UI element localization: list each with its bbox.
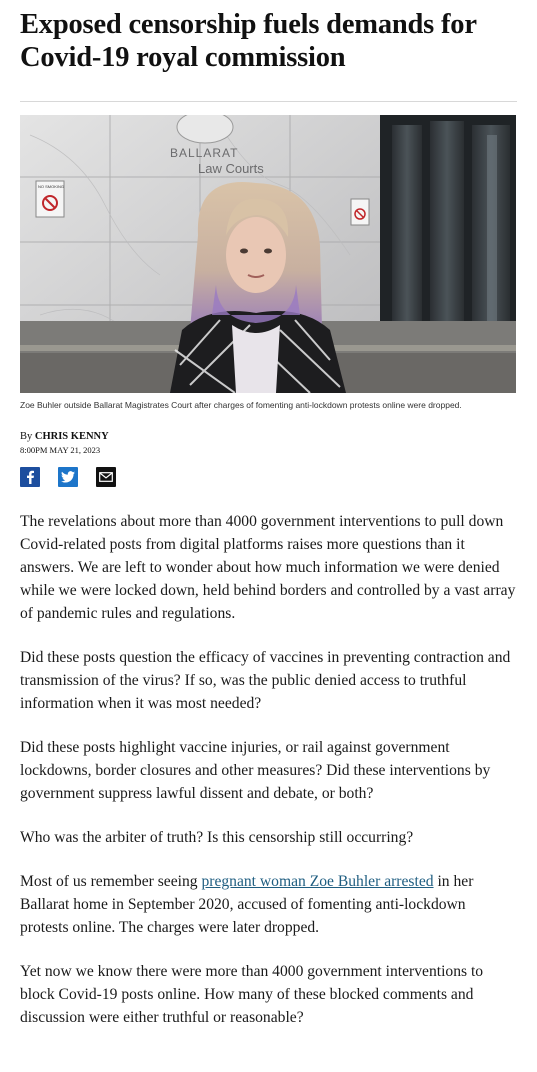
sign-line1: BALLARAT <box>170 146 239 160</box>
facebook-icon <box>24 470 36 484</box>
image-caption: Zoe Buhler outside Ballarat Magistrates Court after charges of fomenting anti-lockdown protests online were dropped. <box>20 400 462 410</box>
share-facebook-button[interactable] <box>20 467 40 487</box>
hero-image[interactable] <box>20 115 516 393</box>
publish-date: 8:00PM MAY 21, 2023 <box>20 445 101 455</box>
author-link[interactable]: CHRIS KENNY <box>34 431 109 442</box>
headline: Exposed censorship fuels demands for Covid-19 royal commission <box>20 9 477 73</box>
no-smoking-sign <box>351 199 369 225</box>
paragraph-text: Most of us remember seeing <box>20 873 202 890</box>
divider <box>20 101 517 102</box>
twitter-icon <box>61 471 75 483</box>
share-email-button[interactable] <box>96 467 116 487</box>
byline-prefix: By <box>20 431 33 442</box>
paragraph: Yet now we know there were more than 4000 government interventions to block Covid-19 posts online. How many of these blocked comments and discussion were either truthful or reasonable? <box>20 963 484 1026</box>
share-twitter-button[interactable] <box>58 467 78 487</box>
inline-article-link[interactable]: pregnant woman Zoe Buhler arrested <box>201 873 434 890</box>
paragraph: The revelations about more than 4000 government interventions to pull down Covid-related posts from digital platforms raises more questions than it answers. We are left to wonder about how much information we were denied while we were locked down, held behind borders and controlled by a vast array of pandemic rules and regulations. <box>20 513 516 622</box>
email-icon <box>99 472 113 482</box>
paragraph: Did these posts highlight vaccine injuries, or rail against government lockdowns, border closures and other measures? Did these interventions by government suppress lawful dissent and debate, or both? <box>20 739 491 802</box>
byline <box>20 431 517 442</box>
svg-text:NO SMOKING: NO SMOKING <box>38 184 65 189</box>
share-bar <box>20 467 517 487</box>
sign-line2: Law Courts <box>198 161 264 176</box>
paragraph <box>20 870 517 939</box>
paragraph: Did these posts question the efficacy of vaccines in preventing contraction and transmission of the virus? If so, was the public denied access to truthful information when it was most needed? <box>20 649 511 712</box>
article-body <box>20 510 517 1029</box>
paragraph-text: in her Ballarat home in September 2020, accused of fomenting anti-lockdown protests online. The charges were later dropped. <box>20 873 474 936</box>
paragraph: Who was the arbiter of truth? Is this censorship still occurring? <box>20 829 414 846</box>
no-smoking-sign <box>36 181 64 217</box>
